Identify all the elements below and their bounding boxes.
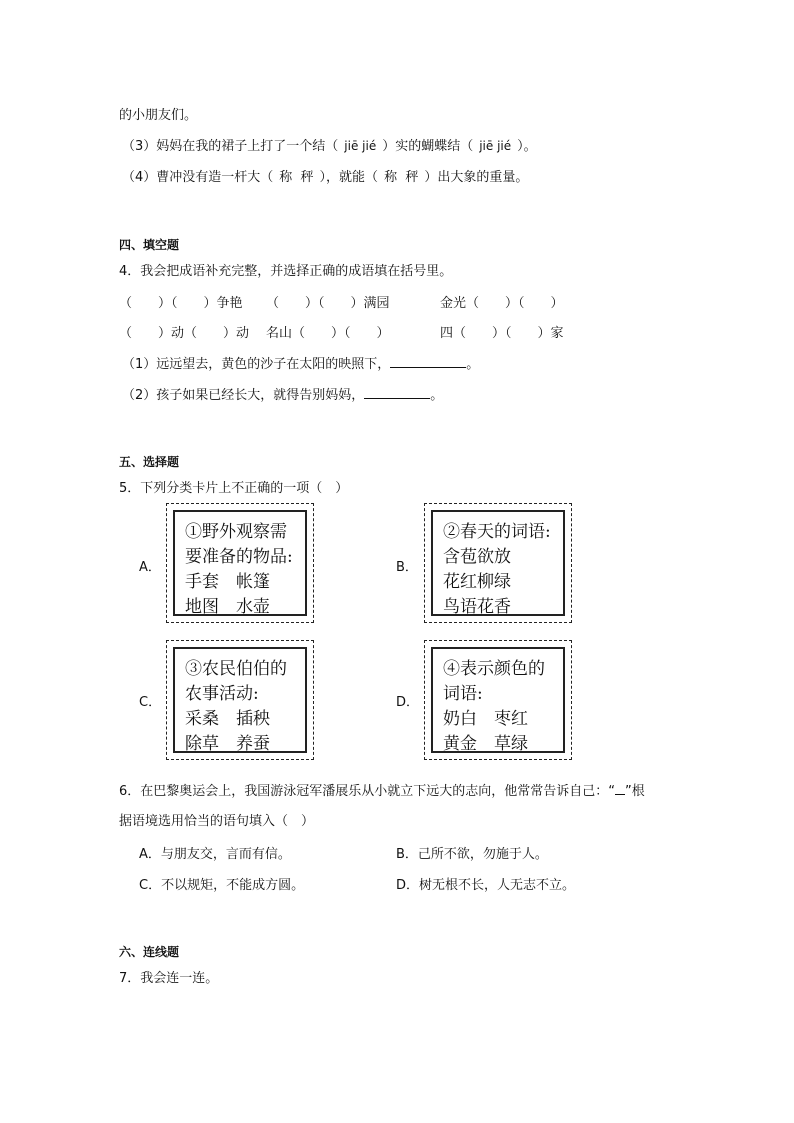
sentence-2-text: （2）孩子如果已经长大，就得告别妈妈， xyxy=(122,388,365,403)
sentence-2 xyxy=(122,384,443,403)
q3-pinyin-2: jiē jié xyxy=(479,139,512,153)
q4i-choice-1: 称 秤 xyxy=(279,170,314,185)
q4i-text-c: ）出大象的重量。 xyxy=(424,170,529,185)
card-c-line-2: 农事活动: xyxy=(185,684,259,704)
card-c xyxy=(166,640,314,760)
idiom-blank-5: 名山（ ）（ ） xyxy=(266,326,390,341)
option-a-letter[interactable]: A． xyxy=(139,560,161,575)
section-6-title: 六、连线题 xyxy=(119,945,180,959)
q4i-text-b: ），就能（ xyxy=(319,170,379,185)
question-7: 7．我会连一连。 xyxy=(119,971,219,986)
answer-blank-2[interactable] xyxy=(364,386,430,399)
option-c-letter[interactable]: C． xyxy=(139,695,162,710)
card-b-line-4: 鸟语花香 xyxy=(443,597,511,617)
card-a-line-3: 手套 帐篷 xyxy=(185,572,270,592)
question-5: 5．下列分类卡片上不正确的一项（ ） xyxy=(119,481,349,496)
question-continuation: 的小朋友们。 xyxy=(119,108,198,123)
q3-text-c: ）。 xyxy=(517,139,537,154)
sentence-1-text: （1）远远望去，黄色的沙子在太阳的映照下， xyxy=(122,357,391,372)
idiom-blank-1: （ ）（ ）争艳 xyxy=(119,296,243,311)
card-b-line-3: 花红柳绿 xyxy=(443,572,511,592)
idiom-blank-4: （ ）动（ ）动 xyxy=(119,326,250,341)
card-b-line-1: ②春天的词语: xyxy=(443,522,551,542)
q6-option-b[interactable]: B．己所不欲，勿施于人。 xyxy=(396,847,548,862)
question-3 xyxy=(122,135,537,154)
sentence-1-end: 。 xyxy=(466,357,480,372)
q6-text-b: ”根 xyxy=(625,784,645,799)
card-c-line-3: 采桑 插秧 xyxy=(185,709,270,729)
option-b-letter[interactable]: B． xyxy=(396,560,418,575)
idiom-blank-2: （ ）（ ）满园 xyxy=(266,296,390,311)
card-a-frame xyxy=(173,510,307,616)
card-a-line-1: ①野外观察需 xyxy=(185,522,287,542)
question-6-cont: 据语境选用恰当的语句填入（ ） xyxy=(119,814,315,829)
q6-option-d[interactable]: D．树无根不长，人无志不立。 xyxy=(396,878,576,893)
card-c-frame xyxy=(173,647,307,753)
card-b xyxy=(424,503,572,623)
q6-option-a[interactable]: A．与朋友交，言而有信。 xyxy=(139,847,291,862)
card-c-line-1: ③农民伯伯的 xyxy=(185,659,287,679)
idiom-blank-3: 金光（ ）（ ） xyxy=(440,296,564,311)
question-4-intro xyxy=(122,166,528,185)
sentence-1 xyxy=(122,353,479,372)
sentence-2-end: 。 xyxy=(430,388,444,403)
card-d-line-2: 词语: xyxy=(443,684,483,704)
card-d xyxy=(424,640,572,760)
q4i-choice-2: 称 秤 xyxy=(384,170,419,185)
q6-quote-blank[interactable] xyxy=(615,782,625,795)
q3-text-a: （3）妈妈在我的裙子上打了一个结（ xyxy=(122,139,339,154)
card-c-line-4: 除草 养蚕 xyxy=(185,734,270,754)
card-d-line-4: 黄金 草绿 xyxy=(443,734,528,754)
question-6 xyxy=(119,780,645,799)
card-b-frame xyxy=(431,510,565,616)
q6-option-c[interactable]: C．不以规矩，不能成方圆。 xyxy=(139,878,305,893)
section-5-title: 五、选择题 xyxy=(119,455,180,469)
idiom-blank-6: 四（ ）（ ）家 xyxy=(440,326,564,341)
q3-pinyin-1: jiē jié xyxy=(344,139,377,153)
answer-blank-1[interactable] xyxy=(390,355,466,368)
card-a-line-4: 地图 水壶 xyxy=(185,597,270,617)
card-a xyxy=(166,503,314,623)
option-d-letter[interactable]: D． xyxy=(396,695,420,710)
question-4: 4．我会把成语补充完整，并选择正确的成语填在括号里。 xyxy=(119,264,453,279)
section-4-title: 四、填空题 xyxy=(119,238,180,252)
card-b-line-2: 含苞欲放 xyxy=(443,547,511,567)
q3-text-b: ）实的蝴蝶结（ xyxy=(382,139,474,154)
card-d-frame xyxy=(431,647,565,753)
card-d-line-1: ④表示颜色的 xyxy=(443,659,545,679)
q4i-text-a: （4）曹冲没有造一杆大（ xyxy=(122,170,274,185)
q6-text-a: 6．在巴黎奥运会上，我国游泳冠军潘展乐从小就立下远大的志向，他常常告诉自己：“ xyxy=(119,784,616,799)
card-a-line-2: 要准备的物品: xyxy=(185,547,293,567)
card-d-line-3: 奶白 枣红 xyxy=(443,709,528,729)
